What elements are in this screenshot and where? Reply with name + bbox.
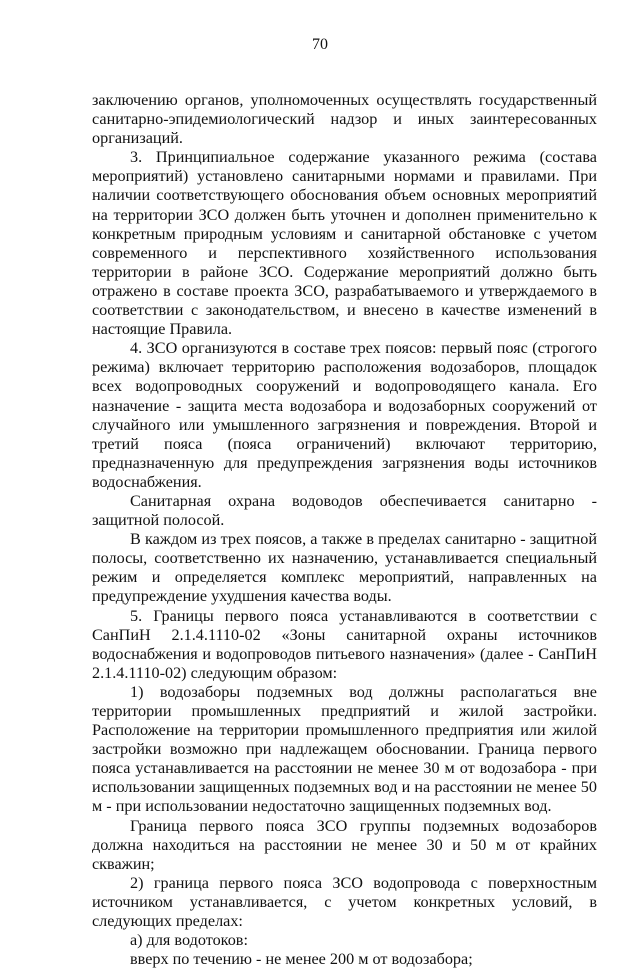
paragraph-item-4: 4. ЗСО организуются в составе трех поясов: первый пояс (строгого режима) включает территорию расположения водозаборов, площадок всех водопроводных сооружений и водопроводящего канала. Его назначение - защита места водозабора и водозаборных сооружений от случайного или умышленного загрязнения и повреждения. Второй и третий пояса (пояса ограничений) включают территорию, предназначенную для предупреждения загрязнения воды источников водоснабжения. [92,339,597,491]
paragraph-item-5: 5. Границы первого пояса устанавливаются в соответствии с СанПиН 2.1.4.1110-02 «Зоны санитарной охраны источников водоснабжения и водопроводов питьевого назначения» (далее - СанПиН 2.1.4.1110-02) следующим образом: [92,606,597,682]
paragraph-group-boundary: Граница первого пояса ЗСО группы подземных водозаборов должна находиться на расстоянии не менее 30 и 50 м от крайних скважин; [92,816,597,873]
document-body [92,91,597,969]
page-number: 70 [312,36,328,53]
paragraph-subitem-a: а) для водотоков: [130,931,248,950]
paragraph-subitem-2: 2) граница первого пояса ЗСО водопровода с поверхностным источником устанавливается, с учетом конкретных условий, в следующих пределах: [92,873,597,931]
paragraph-subitem-1: 1) водозаборы подземных вод должны располагаться вне территории промышленных предприятий и жилой застройки. Расположение на территории промышленного предприятия или жилой застройки возможно при надлежащем обосновании. Граница первого пояса устанавливается на расстоянии не менее 30 м от водозабора - при использовании защищенных подземных вод и на расстоянии не менее 50 м - при использовании недостаточно защищенных подземных вод. [92,682,597,816]
paragraph-zone-regime: В каждом из трех поясов, а также в пределах санитарно - защитной полосы, соответственно их назначению, устанавливается специальный режим и определяется комплекс мероприятий, направленных на предупреждение ухудшения качества воды. [92,530,597,606]
paragraph-upstream-distance: вверх по течению - не менее 200 м от водозабора; [130,950,473,969]
paragraph-water-conduit-protection: Санитарная охрана водоводов обеспечивается санитарно - защитной полосой. [92,491,597,530]
paragraph-continuation: заключению органов, уполномоченных осуществлять государственный санитарно-эпидемиологический надзор и иных заинтересованных организаций. [92,91,597,148]
paragraph-item-3: 3. Принципиальное содержание указанного режима (состава мероприятий) установлено санитарными нормами и правилами. При наличии соответствующего обоснования объем основных мероприятий на территории ЗСО должен быть уточнен и дополнен применительно к конкретным природным условиям и санитарной обстановке с учетом современного и перспективного хозяйственного использования территории в районе ЗСО. Содержание мероприятий должно быть отражено в составе проекта ЗСО, разрабатываемого и утверждаемого в соответствии с законодательством, и внесено в качестве изменений в настоящие Правила. [92,148,597,339]
